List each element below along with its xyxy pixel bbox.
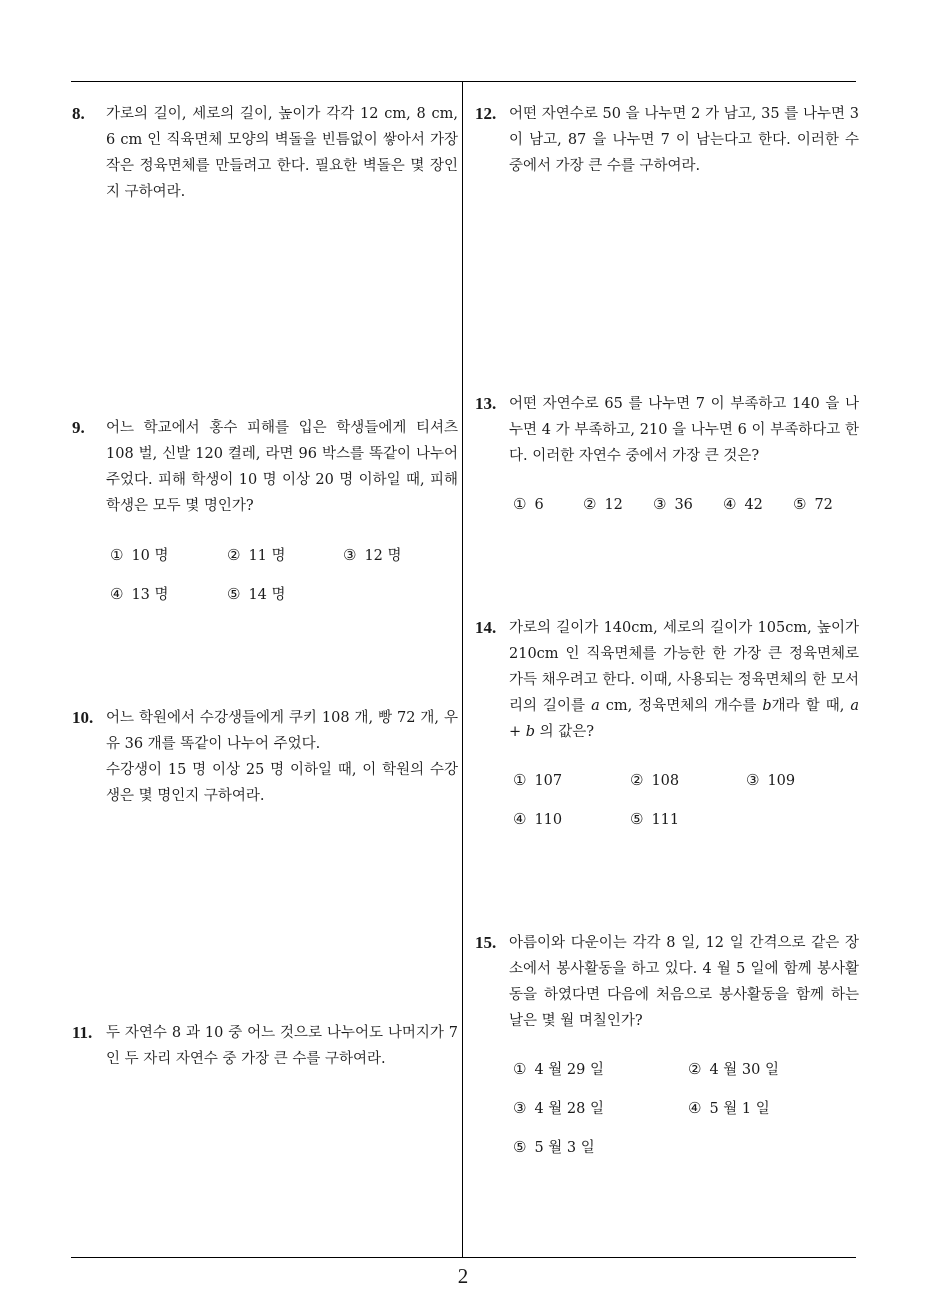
problem-text: 어떤 자연수로 50 을 나누면 2 가 남고, 35 를 나누면 3 이 남고, 87 을 나누면 7 이 남는다고 한다. 이러한 수 중에서 가장 큰 수를 구하여라. xyxy=(509,106,859,174)
choice-5[interactable]: ⑤ 5 월 3 일 xyxy=(513,1138,595,1156)
problem-text-line: 어느 학원에서 수강생들에게 쿠키 108 개, 빵 72 개, 우유 36 개를 똑같이 나누어 주었다. xyxy=(106,710,458,752)
expression: a + b xyxy=(509,698,859,740)
problem-text: 어느 학교에서 홍수 피해를 입은 학생들에게 티셔츠 108 벌, 신발 120 켤레, 라면 96 박스를 똑같이 나누어 주었다. 피해 학생이 10 명 이상 20 명 이하일 때, 피해 학생은 모두 몇 명인가? xyxy=(106,420,458,514)
problem-number: 13. xyxy=(475,394,497,413)
choice-3[interactable]: ③ 12 명 xyxy=(343,546,402,564)
problem-number: 8. xyxy=(72,104,85,123)
choice-2[interactable]: ② 11 명 xyxy=(227,546,286,564)
choice-2[interactable]: ② 108 xyxy=(630,771,680,789)
problem-text: 가로의 길이가 140cm, 세로의 길이가 105cm, 높이가 210cm 인 직육면체를 가능한 한 가장 큰 정육면체로 가득 채우려고 한다. 이때, 사용되는 정육면체의 한 모서리의 길이를 a cm, 정육면체의 개수를 b개라 할 때, a + b 의 값은? xyxy=(509,620,859,740)
choice-1[interactable]: ① 107 xyxy=(513,771,563,789)
choice-1[interactable]: ① 6 xyxy=(513,495,544,513)
problem-number: 14. xyxy=(475,618,497,637)
problem-number: 12. xyxy=(475,104,497,123)
choice-4[interactable]: ④ 13 명 xyxy=(110,585,169,603)
problem-number: 9. xyxy=(72,418,85,437)
problem-number: 15. xyxy=(475,933,497,952)
page-number: 2 xyxy=(457,1264,469,1288)
bottom-rule xyxy=(71,1257,856,1258)
variable-a: a xyxy=(591,698,600,714)
problem-text: 아름이와 다운이는 각각 8 일, 12 일 간격으로 같은 장소에서 봉사활동을 하고 있다. 4 월 5 일에 함께 봉사활동을 하였다면 다음에 처음으로 봉사활동을 함께 하는 날은 몇 월 며칠인가? xyxy=(509,935,859,1029)
variable-b: b xyxy=(762,698,772,714)
choice-1[interactable]: ① 4 월 29 일 xyxy=(513,1060,604,1078)
choice-2[interactable]: ② 12 xyxy=(583,495,623,513)
choice-5[interactable]: ⑤ 111 xyxy=(630,810,680,828)
problem-number: 11. xyxy=(72,1023,93,1042)
problem-text: 어떤 자연수로 65 를 나누면 7 이 부족하고 140 을 나누면 4 가 부족하고, 210 을 나누면 6 이 부족하다고 한다. 이러한 자연수 중에서 가장 큰 것은? xyxy=(509,396,859,464)
problem-text: 두 자연수 8 과 10 중 어느 것으로 나누어도 나머지가 7 인 두 자리 자연수 중 가장 큰 수를 구하여라. xyxy=(106,1025,458,1067)
column-divider xyxy=(462,82,463,1257)
choice-3[interactable]: ③ 4 월 28 일 xyxy=(513,1099,604,1117)
problem-text-line: 수강생이 15 명 이상 25 명 이하일 때, 이 학원의 수강생은 몇 명인지 구하여라. xyxy=(106,762,458,804)
choice-4[interactable]: ④ 110 xyxy=(513,810,563,828)
problem-text xyxy=(106,705,458,809)
choice-2[interactable]: ② 4 월 30 일 xyxy=(688,1060,779,1078)
problem-number: 10. xyxy=(72,708,94,727)
choice-3[interactable]: ③ 109 xyxy=(746,771,796,789)
choice-1[interactable]: ① 10 명 xyxy=(110,546,169,564)
choice-3[interactable]: ③ 36 xyxy=(653,495,693,513)
choice-5[interactable]: ⑤ 72 xyxy=(793,495,833,513)
problem-text: 가로의 길이, 세로의 길이, 높이가 각각 12 cm, 8 cm, 6 cm 인 직육면체 모양의 벽돌을 빈틈없이 쌓아서 가장 작은 정육면체를 만들려고 한다. 필요한 벽돌은 몇 장인지 구하여라. xyxy=(106,106,458,200)
choice-4[interactable]: ④ 42 xyxy=(723,495,763,513)
top-rule xyxy=(71,81,856,82)
choice-4[interactable]: ④ 5 월 1 일 xyxy=(688,1099,770,1117)
choice-5[interactable]: ⑤ 14 명 xyxy=(227,585,286,603)
